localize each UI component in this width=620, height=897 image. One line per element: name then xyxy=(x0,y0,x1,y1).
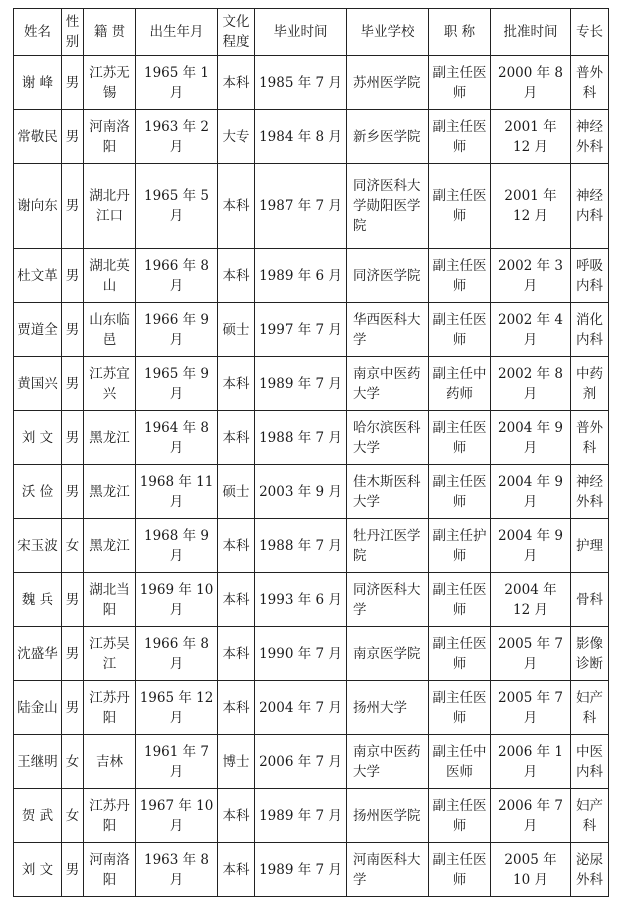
cell-birth: 1965 年 9 月 xyxy=(136,357,218,411)
cell-specialty: 骨科 xyxy=(571,573,609,627)
staff-table xyxy=(13,8,609,897)
cell-title: 副主任医师 xyxy=(429,249,491,303)
cell-title: 副主任医师 xyxy=(429,681,491,735)
cell-approval-time: 2000 年 8 月 xyxy=(491,56,571,110)
cell-name: 沈盛华 xyxy=(14,627,62,681)
cell-sex: 男 xyxy=(62,110,84,164)
cell-name: 谢 峰 xyxy=(14,56,62,110)
cell-school: 佳木斯医科大学 xyxy=(347,465,429,519)
cell-approval-time: 2002 年 3 月 xyxy=(491,249,571,303)
cell-approval-time: 2004 年 9 月 xyxy=(491,411,571,465)
cell-origin: 江苏丹阳 xyxy=(84,681,136,735)
header-specialty: 专长 xyxy=(571,9,609,56)
cell-name: 常敬民 xyxy=(14,110,62,164)
cell-origin: 黑龙江 xyxy=(84,465,136,519)
table-row xyxy=(14,519,609,573)
cell-birth: 1966 年 8 月 xyxy=(136,249,218,303)
cell-name: 杜文革 xyxy=(14,249,62,303)
cell-title: 副主任医师 xyxy=(429,110,491,164)
cell-school: 河南医科大学 xyxy=(347,843,429,897)
cell-graduation-time: 1988 年 7 月 xyxy=(255,519,347,573)
cell-graduation-time: 2006 年 7 月 xyxy=(255,735,347,789)
cell-education: 本科 xyxy=(218,519,255,573)
table-row xyxy=(14,789,609,843)
table-row xyxy=(14,110,609,164)
cell-origin: 山东临邑 xyxy=(84,303,136,357)
cell-graduation-time: 2004 年 7 月 xyxy=(255,681,347,735)
cell-graduation-time: 1987 年 7 月 xyxy=(255,164,347,249)
cell-title: 副主任医师 xyxy=(429,789,491,843)
cell-sex: 男 xyxy=(62,411,84,465)
cell-specialty: 泌尿外科 xyxy=(571,843,609,897)
cell-school: 同济医科大学勋阳医学院 xyxy=(347,164,429,249)
cell-origin: 江苏无锡 xyxy=(84,56,136,110)
cell-education: 硕士 xyxy=(218,465,255,519)
cell-graduation-time: 1989 年 7 月 xyxy=(255,357,347,411)
cell-title: 副主任医师 xyxy=(429,303,491,357)
table-row xyxy=(14,56,609,110)
cell-specialty: 妇产科 xyxy=(571,681,609,735)
cell-origin: 江苏吴江 xyxy=(84,627,136,681)
header-sex: 性别 xyxy=(62,9,84,56)
table-row xyxy=(14,303,609,357)
cell-sex: 男 xyxy=(62,164,84,249)
cell-school: 南京医学院 xyxy=(347,627,429,681)
cell-name: 贺 武 xyxy=(14,789,62,843)
cell-sex: 男 xyxy=(62,249,84,303)
cell-birth: 1965 年 1 月 xyxy=(136,56,218,110)
table-row xyxy=(14,164,609,249)
cell-specialty: 普外科 xyxy=(571,411,609,465)
cell-name: 黄国兴 xyxy=(14,357,62,411)
cell-sex: 女 xyxy=(62,735,84,789)
cell-name: 沃 俭 xyxy=(14,465,62,519)
cell-birth: 1965 年 12 月 xyxy=(136,681,218,735)
cell-school: 华西医科大学 xyxy=(347,303,429,357)
cell-birth: 1963 年 8 月 xyxy=(136,843,218,897)
header-birth: 出生年月 xyxy=(136,9,218,56)
cell-origin: 河南洛阳 xyxy=(84,843,136,897)
cell-origin: 湖北当阳 xyxy=(84,573,136,627)
header-title: 职 称 xyxy=(429,9,491,56)
cell-graduation-time: 1989 年 7 月 xyxy=(255,843,347,897)
cell-education: 本科 xyxy=(218,164,255,249)
table-row xyxy=(14,735,609,789)
cell-birth: 1968 年 11 月 xyxy=(136,465,218,519)
cell-education: 本科 xyxy=(218,411,255,465)
cell-graduation-time: 1989 年 7 月 xyxy=(255,789,347,843)
cell-name: 贾道全 xyxy=(14,303,62,357)
cell-birth: 1969 年 10 月 xyxy=(136,573,218,627)
cell-name: 宋玉波 xyxy=(14,519,62,573)
cell-birth: 1966 年 8 月 xyxy=(136,627,218,681)
cell-approval-time: 2004 年 12 月 xyxy=(491,573,571,627)
cell-title: 副主任中医师 xyxy=(429,735,491,789)
cell-title: 副主任医师 xyxy=(429,573,491,627)
cell-specialty: 神经外科 xyxy=(571,110,609,164)
cell-education: 硕士 xyxy=(218,303,255,357)
cell-sex: 男 xyxy=(62,573,84,627)
cell-education: 本科 xyxy=(218,627,255,681)
cell-name: 刘 文 xyxy=(14,411,62,465)
cell-title: 副主任医师 xyxy=(429,465,491,519)
cell-name: 王继明 xyxy=(14,735,62,789)
header-approval-time: 批准时间 xyxy=(491,9,571,56)
cell-name: 谢向东 xyxy=(14,164,62,249)
cell-specialty: 神经外科 xyxy=(571,465,609,519)
cell-approval-time: 2005 年 10 月 xyxy=(491,843,571,897)
cell-origin: 黑龙江 xyxy=(84,411,136,465)
header-row xyxy=(14,9,609,56)
cell-origin: 湖北丹江口 xyxy=(84,164,136,249)
cell-birth: 1968 年 9 月 xyxy=(136,519,218,573)
cell-birth: 1966 年 9 月 xyxy=(136,303,218,357)
cell-graduation-time: 1997 年 7 月 xyxy=(255,303,347,357)
cell-sex: 男 xyxy=(62,357,84,411)
cell-specialty: 妇产科 xyxy=(571,789,609,843)
cell-origin: 湖北英山 xyxy=(84,249,136,303)
cell-title: 副主任医师 xyxy=(429,411,491,465)
cell-education: 本科 xyxy=(218,789,255,843)
cell-specialty: 神经内科 xyxy=(571,164,609,249)
cell-school: 牡丹江医学院 xyxy=(347,519,429,573)
cell-specialty: 影像诊断 xyxy=(571,627,609,681)
header-school: 毕业学校 xyxy=(347,9,429,56)
cell-specialty: 中医内科 xyxy=(571,735,609,789)
cell-education: 大专 xyxy=(218,110,255,164)
cell-school: 扬州医学院 xyxy=(347,789,429,843)
header-name: 姓名 xyxy=(14,9,62,56)
cell-approval-time: 2001 年 12 月 xyxy=(491,164,571,249)
cell-education: 本科 xyxy=(218,56,255,110)
cell-approval-time: 2004 年 9 月 xyxy=(491,465,571,519)
cell-origin: 吉林 xyxy=(84,735,136,789)
cell-title: 副主任医师 xyxy=(429,843,491,897)
cell-origin: 江苏丹阳 xyxy=(84,789,136,843)
table-body xyxy=(14,56,609,897)
cell-name: 刘 文 xyxy=(14,843,62,897)
cell-school: 扬州大学 xyxy=(347,681,429,735)
cell-title: 副主任中药师 xyxy=(429,357,491,411)
cell-birth: 1964 年 8 月 xyxy=(136,411,218,465)
cell-education: 本科 xyxy=(218,249,255,303)
table-row xyxy=(14,843,609,897)
cell-education: 本科 xyxy=(218,357,255,411)
cell-approval-time: 2004 年 9 月 xyxy=(491,519,571,573)
header-education: 文化程度 xyxy=(218,9,255,56)
cell-birth: 1965 年 5 月 xyxy=(136,164,218,249)
cell-birth: 1967 年 10 月 xyxy=(136,789,218,843)
cell-sex: 男 xyxy=(62,843,84,897)
table-row xyxy=(14,465,609,519)
cell-school: 哈尔滨医科大学 xyxy=(347,411,429,465)
cell-graduation-time: 1993 年 6 月 xyxy=(255,573,347,627)
cell-origin: 江苏宜兴 xyxy=(84,357,136,411)
cell-school: 南京中医药大学 xyxy=(347,357,429,411)
cell-school: 同济医科大学 xyxy=(347,573,429,627)
cell-sex: 男 xyxy=(62,303,84,357)
cell-graduation-time: 1984 年 8 月 xyxy=(255,110,347,164)
cell-approval-time: 2001 年 12 月 xyxy=(491,110,571,164)
cell-title: 副主任护师 xyxy=(429,519,491,573)
cell-school: 新乡医学院 xyxy=(347,110,429,164)
cell-school: 同济医学院 xyxy=(347,249,429,303)
table-row xyxy=(14,249,609,303)
cell-title: 副主任医师 xyxy=(429,164,491,249)
cell-approval-time: 2005 年 7 月 xyxy=(491,681,571,735)
cell-graduation-time: 1990 年 7 月 xyxy=(255,627,347,681)
table-row xyxy=(14,681,609,735)
cell-specialty: 呼吸内科 xyxy=(571,249,609,303)
cell-graduation-time: 1988 年 7 月 xyxy=(255,411,347,465)
cell-sex: 女 xyxy=(62,519,84,573)
header-origin: 籍 贯 xyxy=(84,9,136,56)
cell-school: 苏州医学院 xyxy=(347,56,429,110)
cell-sex: 男 xyxy=(62,627,84,681)
cell-specialty: 护理 xyxy=(571,519,609,573)
cell-specialty: 中药剂 xyxy=(571,357,609,411)
cell-approval-time: 2006 年 1 月 xyxy=(491,735,571,789)
cell-sex: 男 xyxy=(62,56,84,110)
cell-name: 魏 兵 xyxy=(14,573,62,627)
cell-sex: 男 xyxy=(62,681,84,735)
table-row xyxy=(14,627,609,681)
cell-approval-time: 2006 年 7 月 xyxy=(491,789,571,843)
cell-education: 本科 xyxy=(218,681,255,735)
cell-approval-time: 2005 年 7 月 xyxy=(491,627,571,681)
table-row xyxy=(14,573,609,627)
cell-education: 本科 xyxy=(218,573,255,627)
cell-name: 陆金山 xyxy=(14,681,62,735)
table-row xyxy=(14,357,609,411)
cell-sex: 女 xyxy=(62,789,84,843)
table-row xyxy=(14,411,609,465)
cell-graduation-time: 1985 年 7 月 xyxy=(255,56,347,110)
cell-education: 博士 xyxy=(218,735,255,789)
cell-education: 本科 xyxy=(218,843,255,897)
cell-approval-time: 2002 年 8 月 xyxy=(491,357,571,411)
cell-specialty: 消化内科 xyxy=(571,303,609,357)
cell-birth: 1961 年 7 月 xyxy=(136,735,218,789)
cell-sex: 男 xyxy=(62,465,84,519)
cell-approval-time: 2002 年 4 月 xyxy=(491,303,571,357)
cell-origin: 黑龙江 xyxy=(84,519,136,573)
cell-school: 南京中医药大学 xyxy=(347,735,429,789)
cell-specialty: 普外科 xyxy=(571,56,609,110)
cell-title: 副主任医师 xyxy=(429,627,491,681)
header-graduation-time: 毕业时间 xyxy=(255,9,347,56)
cell-graduation-time: 2003 年 9 月 xyxy=(255,465,347,519)
cell-origin: 河南洛阳 xyxy=(84,110,136,164)
cell-graduation-time: 1989 年 6 月 xyxy=(255,249,347,303)
cell-title: 副主任医师 xyxy=(429,56,491,110)
cell-birth: 1963 年 2 月 xyxy=(136,110,218,164)
